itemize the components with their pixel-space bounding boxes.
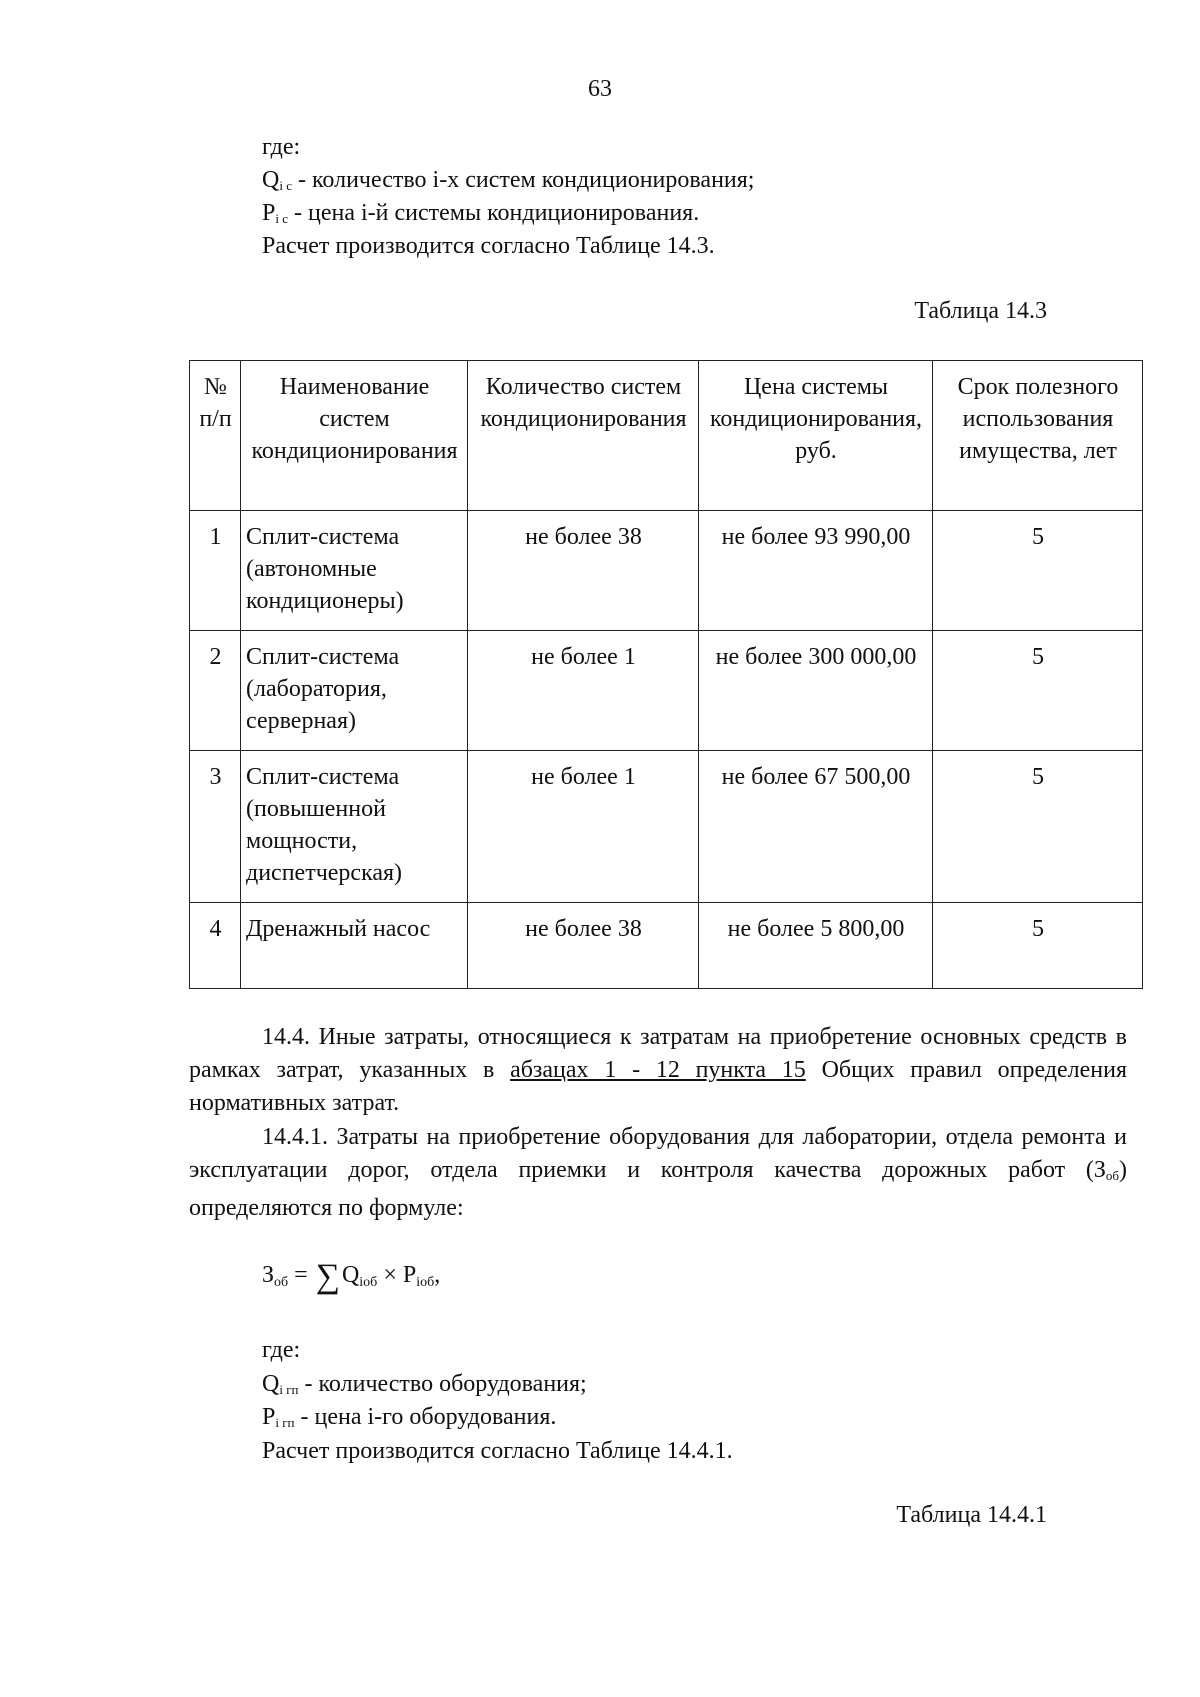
p-symbol: P [262,200,276,226]
row-quantity: не более 1 [468,751,699,903]
paragraph-14-4-1 [189,1121,1127,1225]
paragraph-14-4-1-text: 14.4.1. Затраты на приобретение оборудования для лаборатории, отдела ремонта и эксплуатации дорог, отдела приемки и контроля качества дорожных работ (З [189,1124,1127,1183]
row-number: 3 [190,751,241,903]
header-name: Наименование систем кондиционирования [241,361,468,511]
table-header-row [190,361,1143,511]
p-description-2: - цена i-го оборудования. [294,1404,557,1430]
row-term: 5 [933,903,1143,989]
p-subscript-2: i гп [275,1415,295,1430]
row-price: не более 5 800,00 [699,903,933,989]
formula-p-sub: iоб [416,1275,435,1290]
header-number: № п/п [190,361,241,511]
row-name: Дренажный насос [241,903,468,989]
paragraph-14-4-end: Общих правил определения нормативных затрат. [189,1057,1127,1116]
paragraph-14-4-text: 14.4. Иные затраты, относящиеся к затратам на приобретение основных средств в рамках затрат, указанных в [189,1024,1127,1083]
table-row [190,751,1143,903]
q-symbol: Q [262,167,280,193]
row-term: 5 [933,751,1143,903]
table-row [190,903,1143,989]
where-label: где: [262,134,301,160]
row-number: 2 [190,631,241,751]
row-name: Сплит-система (лаборатория, серверная) [241,631,468,751]
q-symbol-2: Q [262,1371,280,1397]
legal-reference-link[interactable]: абзацах 1 - 12 пункта 15 [510,1057,806,1083]
cost-formula [262,1258,440,1296]
p-symbol-2: P [262,1404,276,1430]
row-number: 1 [190,511,241,631]
formula-lhs-sub: об [274,1275,289,1290]
calc-reference: Расчет производится согласно Таблице 14.3. [262,233,715,259]
p-legend-line-2 [262,1401,556,1439]
paragraph-14-4-1-end: ) определяются по формуле: [189,1157,1127,1221]
table-14-4-1-label: Таблица 14.4.1 [896,1502,1047,1528]
formula-comma: , [434,1262,441,1288]
row-term: 5 [933,631,1143,751]
q-subscript: i с [279,178,292,193]
paragraph-14-4 [189,1021,1127,1120]
formula-p: P [402,1262,417,1288]
row-price: не более 67 500,00 [699,751,933,903]
q-description-2: - количество оборудования; [298,1371,587,1397]
header-quantity: Количество систем кондиционирования [468,361,699,511]
row-name: Сплит-система (автономные кондиционеры) [241,511,468,631]
calc-reference-2: Расчет производится согласно Таблице 14.4.1. [262,1438,733,1464]
p-description: - цена i-й системы кондиционирования. [288,200,700,226]
table-14-3-label: Таблица 14.3 [914,298,1047,324]
paragraph-14-4-1-sub: об [1105,1168,1119,1183]
table-row [190,631,1143,751]
row-term: 5 [933,511,1143,631]
q-subscript-2: i гп [279,1382,299,1397]
row-price: не более 93 990,00 [699,511,933,631]
row-quantity: не более 38 [468,511,699,631]
row-quantity: не более 1 [468,631,699,751]
page-number: 63 [588,76,612,102]
row-number: 4 [190,903,241,989]
formula-lhs: З [262,1262,275,1288]
table-14-3 [189,360,1143,989]
formula-equals: = [288,1262,314,1288]
row-quantity: не более 38 [468,903,699,989]
header-term: Срок полезного использования имущества, лет [933,361,1143,511]
header-price: Цена системы кондиционирования, руб. [699,361,933,511]
p-subscript: i с [275,211,288,226]
formula-q: Q [341,1262,360,1288]
where-label-2: где: [262,1337,301,1363]
formula-q-sub: iоб [359,1275,378,1290]
row-name: Сплит-система (повышенной мощности, диспетчерская) [241,751,468,903]
q-description: - количество i-х систем кондиционирования; [291,167,755,193]
table-row [190,511,1143,631]
formula-times: × [377,1262,403,1288]
sum-symbol: ∑ [315,1258,340,1295]
row-price: не более 300 000,00 [699,631,933,751]
